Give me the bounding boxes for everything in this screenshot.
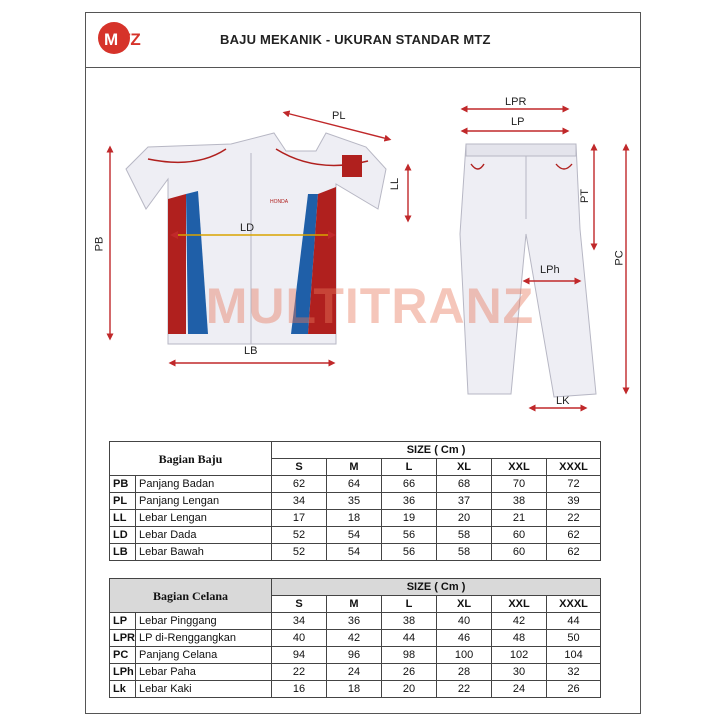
table-row	[110, 544, 601, 561]
size-label: XXXL	[547, 459, 601, 476]
garment-illustration	[86, 69, 640, 419]
cell-value: 22	[547, 510, 601, 527]
cell-value: 56	[382, 544, 437, 561]
cell-value: 100	[437, 647, 492, 664]
label-pl: PL	[332, 110, 346, 122]
cell-value: 22	[437, 681, 492, 698]
cell-value: 34	[272, 613, 327, 630]
cell-value: 68	[437, 476, 492, 493]
cell-value: 62	[547, 527, 601, 544]
cell-value: 58	[437, 527, 492, 544]
table-row	[110, 527, 601, 544]
table-row	[110, 630, 601, 647]
cell-value: 36	[327, 613, 382, 630]
cell-value: 66	[382, 476, 437, 493]
baju-size-header: SIZE ( Cm )	[272, 442, 601, 459]
size-label: L	[382, 596, 437, 613]
cell-value: 22	[272, 664, 327, 681]
cell-value: 28	[437, 664, 492, 681]
label-lpr: LPR	[505, 96, 527, 108]
row-name: Panjang Lengan	[136, 493, 272, 510]
size-label: XXL	[492, 596, 547, 613]
table-row	[110, 613, 601, 630]
label-ld: LD	[240, 222, 255, 234]
cell-value: 18	[327, 681, 382, 698]
cell-value: 19	[382, 510, 437, 527]
cell-value: 40	[437, 613, 492, 630]
label-pt: PT	[579, 188, 592, 204]
sleeve-badge	[342, 155, 362, 177]
cell-value: 56	[382, 527, 437, 544]
mtz-logo	[97, 19, 147, 57]
cell-value: 98	[382, 647, 437, 664]
cell-value: 62	[547, 544, 601, 561]
cell-value: 24	[327, 664, 382, 681]
cell-value: 42	[327, 630, 382, 647]
table-row	[110, 681, 601, 698]
cell-value: 42	[492, 613, 547, 630]
cell-value: 37	[437, 493, 492, 510]
cell-value: 18	[327, 510, 382, 527]
cell-value: 72	[547, 476, 601, 493]
cell-value: 52	[272, 527, 327, 544]
cell-value: 40	[272, 630, 327, 647]
cell-value: 62	[272, 476, 327, 493]
watermark: MULTITRANZ	[205, 278, 535, 334]
celana-size-table	[109, 578, 601, 698]
cell-value: 60	[492, 544, 547, 561]
row-name: Panjang Celana	[136, 647, 272, 664]
cell-value: 48	[492, 630, 547, 647]
cell-value: 58	[437, 544, 492, 561]
honda-emblem: HONDA	[270, 199, 289, 205]
table-row	[110, 664, 601, 681]
size-label: XXXL	[547, 596, 601, 613]
cell-value: 46	[437, 630, 492, 647]
row-name: Lebar Pinggang	[136, 613, 272, 630]
cell-value: 54	[327, 527, 382, 544]
pants-illustration	[460, 144, 596, 397]
cell-value: 20	[382, 681, 437, 698]
label-ll: LL	[389, 177, 402, 191]
cell-value: 70	[492, 476, 547, 493]
cell-value: 54	[327, 544, 382, 561]
cell-value: 60	[492, 527, 547, 544]
row-code: LL	[110, 510, 136, 527]
cell-value: 17	[272, 510, 327, 527]
pants-body	[460, 144, 596, 397]
cell-value: 35	[327, 493, 382, 510]
size-label: S	[272, 596, 327, 613]
row-name: Lebar Paha	[136, 664, 272, 681]
cell-value: 64	[327, 476, 382, 493]
size-label: XL	[437, 596, 492, 613]
celana-section-label: Bagian Celana	[110, 579, 272, 613]
cell-value: 44	[547, 613, 601, 630]
label-lph: LPh	[540, 264, 560, 276]
cell-value: 104	[547, 647, 601, 664]
row-code: LPR	[110, 630, 136, 647]
table-row	[110, 510, 601, 527]
cell-value: 34	[272, 493, 327, 510]
logo-tz: TZ	[120, 30, 141, 49]
row-code: LB	[110, 544, 136, 561]
row-name: Lebar Kaki	[136, 681, 272, 698]
row-code: PL	[110, 493, 136, 510]
cell-value: 96	[327, 647, 382, 664]
row-code: LD	[110, 527, 136, 544]
cell-value: 16	[272, 681, 327, 698]
row-name: Panjang Badan	[136, 476, 272, 493]
label-lb: LB	[244, 345, 258, 357]
cell-value: 38	[492, 493, 547, 510]
cell-value: 50	[547, 630, 601, 647]
table-header-row	[110, 442, 601, 459]
row-code: PC	[110, 647, 136, 664]
cell-value: 94	[272, 647, 327, 664]
row-name: LP di-Renggangkan	[136, 630, 272, 647]
cell-value: 20	[437, 510, 492, 527]
table-header-row	[110, 579, 601, 596]
cell-value: 39	[547, 493, 601, 510]
table-row	[110, 647, 601, 664]
row-code: Lk	[110, 681, 136, 698]
baju-size-table	[109, 441, 601, 561]
page-title: BAJU MEKANIK - UKURAN STANDAR MTZ	[220, 32, 491, 47]
cell-value: 38	[382, 613, 437, 630]
row-code: LPh	[110, 664, 136, 681]
cell-value: 32	[547, 664, 601, 681]
size-label: XL	[437, 459, 492, 476]
row-name: Lebar Dada	[136, 527, 272, 544]
cell-value: 36	[382, 493, 437, 510]
row-code: PB	[110, 476, 136, 493]
logo-m: M	[104, 30, 119, 49]
pants-waistband	[466, 144, 576, 156]
table-row	[110, 476, 601, 493]
table-row	[110, 493, 601, 510]
cell-value: 21	[492, 510, 547, 527]
row-name: Lebar Bawah	[136, 544, 272, 561]
label-pc: PC	[613, 250, 626, 266]
size-label: S	[272, 459, 327, 476]
size-label: L	[382, 459, 437, 476]
cell-value: 44	[382, 630, 437, 647]
size-label: M	[327, 596, 382, 613]
row-name: Lebar Lengan	[136, 510, 272, 527]
row-code: LP	[110, 613, 136, 630]
celana-size-header: SIZE ( Cm )	[272, 579, 601, 596]
label-lp: LP	[511, 116, 525, 128]
label-lk: LK	[556, 395, 570, 407]
cell-value: 26	[382, 664, 437, 681]
cell-value: 52	[272, 544, 327, 561]
size-label: XXL	[492, 459, 547, 476]
cell-value: 24	[492, 681, 547, 698]
cell-value: 30	[492, 664, 547, 681]
label-pb: PB	[93, 236, 106, 252]
cell-value: 102	[492, 647, 547, 664]
size-label: M	[327, 459, 382, 476]
cell-value: 26	[547, 681, 601, 698]
baju-section-label: Bagian Baju	[110, 442, 272, 476]
